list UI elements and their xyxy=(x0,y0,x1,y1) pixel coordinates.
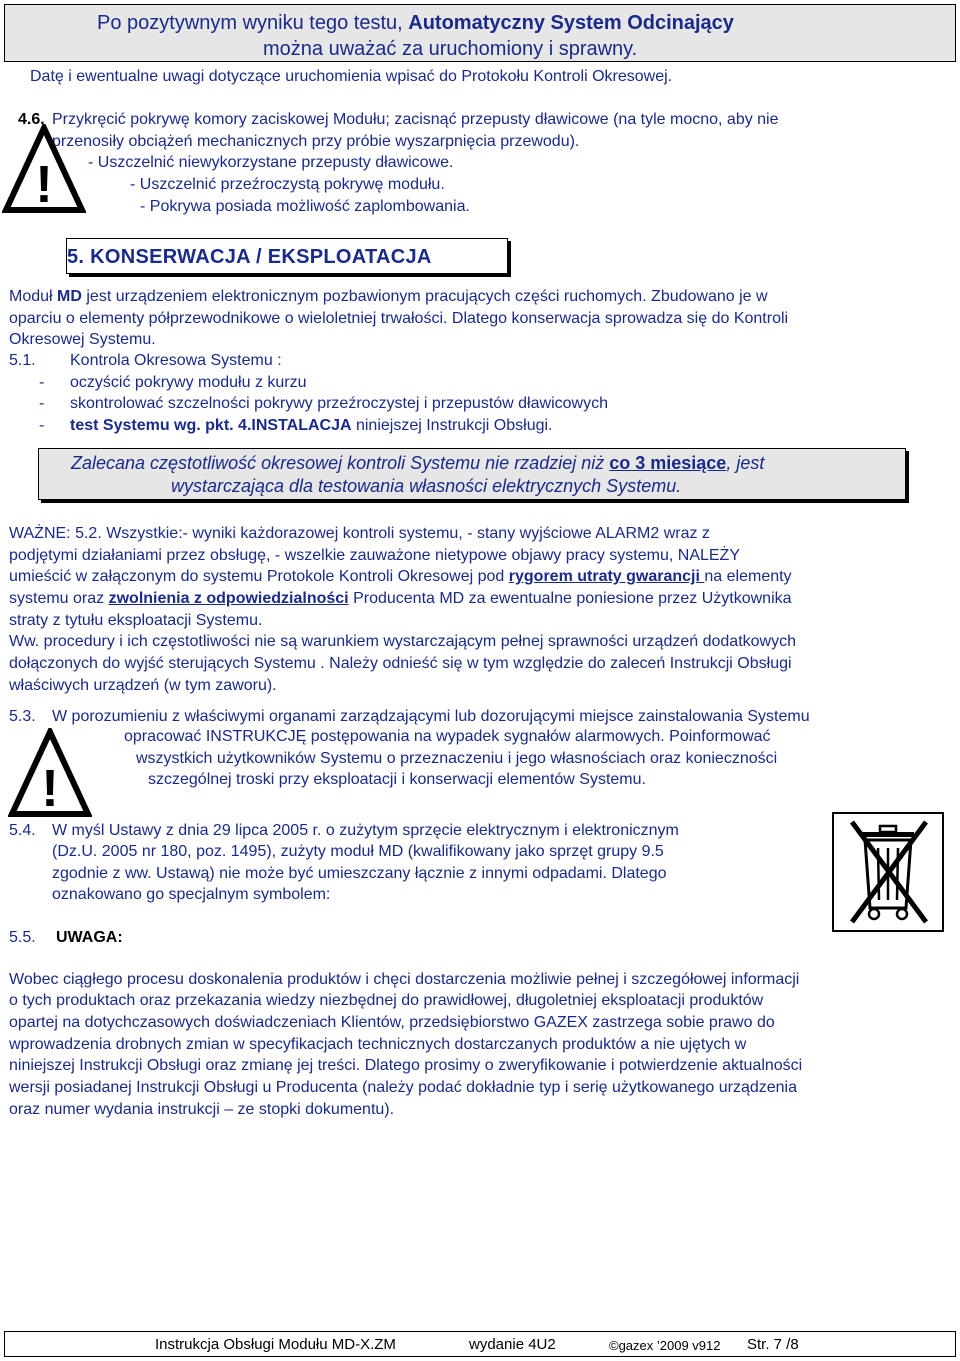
s52-line-6: Ww. procedury i ich częstotliwości nie są warunkiem wystarczającym pełnej sprawności urządzeń dodatkowych xyxy=(9,633,796,650)
sec46-line-1: Przykręcić pokrywę komory zaciskowej Modułu; zacisnąć przepusty dławicowe (na tyle mocno, aby nie xyxy=(52,111,779,128)
sec46-bullet-1: - Uszczelnić niewykorzystane przepusty dławicowe. xyxy=(88,154,454,171)
s52-line-5: straty z tytułu eksploatacji Systemu. xyxy=(9,612,263,629)
s52-line-4: systemu oraz zwolnienia z odpowiedzialności Producenta MD za ewentualne poniesione przez Użytkownika xyxy=(9,590,792,607)
sec46-bullet-2: - Uszczelnić przeźroczystą pokrywę modułu. xyxy=(130,176,445,193)
warning-triangle-icon-2 xyxy=(8,728,92,818)
sec5-para-line-3: Okresowej Systemu. xyxy=(9,331,156,348)
sec5-para-line-1: Moduł MD jest urządzeniem elektronicznym pozbawionym pracujących części ruchomych. Zbudowano je w xyxy=(9,288,768,305)
sec5-title: 5. KONSERWACJA / EKSPLOATACJA xyxy=(67,246,432,268)
s53-number: 5.3. xyxy=(9,708,36,725)
header-line-1 xyxy=(97,11,734,35)
footer-copyright: ©gazex ’2009 v912 xyxy=(609,1338,721,1353)
s54-number: 5.4. xyxy=(9,822,36,839)
header-box xyxy=(4,4,956,62)
s51-item-1: oczyścić pokrywy modułu z kurzu xyxy=(70,374,307,391)
s55-title: UWAGA: xyxy=(56,929,123,946)
weee-crossed-bin-icon xyxy=(832,812,944,932)
final-line-3: opartej na dotychczasowych doświadczeniach Klientów, przedsiębiorstwo GAZEX zastrzega sobie prawo do xyxy=(9,1014,775,1031)
s51-title: Kontrola Okresowa Systemu : xyxy=(70,352,282,369)
warning-mark-2: ! xyxy=(41,760,59,818)
footer-edition: wydanie 4U2 xyxy=(469,1336,556,1353)
s52-line-7: dołączonych do wyjść sterujących Systemu . Należy odnieść się w tym względzie do zaleceń Instrukcji Obsługi xyxy=(9,655,792,672)
s51-dash-2: - xyxy=(39,395,45,412)
s51-item-2: skontrolować szczelności pokrywy przeźroczystej i przepustów dławicowych xyxy=(70,395,608,412)
footer-box xyxy=(4,1331,956,1357)
s51-dash-3: - xyxy=(39,417,45,434)
s53-line-2: opracować INSTRUKCJĘ postępowania na wypadek sygnałów alarmowych. Poinformować xyxy=(124,728,771,745)
sec46-number: 4.6. xyxy=(18,111,45,128)
s52-line-8: właściwych urządzeń (w tym zaworu). xyxy=(9,677,277,694)
s54-line-4: oznakowano go specjalnym symbolem: xyxy=(52,886,331,903)
warning-mark: ! xyxy=(35,156,53,214)
s52-line-3: umieścić w załączonym do systemu Protokole Kontroli Okresowej pod rygorem utraty gwarancji na elementy xyxy=(9,568,792,585)
footer-page: Str. 7 /8 xyxy=(747,1336,799,1353)
warning-triangle-icon xyxy=(2,124,86,214)
final-line-6: wersji posiadanej Instrukcji Obsługi u Producenta (należy podać dokładnie typ i serię użytkowanego urządzenia xyxy=(9,1079,797,1096)
header-line-1-text: Po pozytywnym wyniku tego testu, xyxy=(97,12,409,34)
sec46-bullet-3: - Pokrywa posiada możliwość zaplombowania. xyxy=(140,198,470,215)
sec46-line-2: przenosiły obciążeń mechanicznych przy próbie wyszarpnięcia przewodu). xyxy=(52,133,580,150)
s51-dash-1: - xyxy=(39,374,45,391)
final-line-7: oraz numer wydania instrukcji – ze stopki dokumentu). xyxy=(9,1101,395,1118)
s52-line-2: podjętymi działaniami przez obsługę, - wszelkie zauważone nietypowe objawy pracy systemu, NALEŻY xyxy=(9,547,740,564)
s51-number: 5.1. xyxy=(9,352,36,369)
final-line-4: wprowadzenia drobnych zmian w specyfikacjach technicznych dostarczanych produktów a nie ujętych w xyxy=(9,1036,747,1053)
sec5-para-line-2: oparciu o elementy półprzewodnikowe o wieloletniej trwałości. Dlatego konserwacja sprowadza się do Kontroli xyxy=(9,310,789,327)
s53-line-4: szczególnej troski przy eksploatacji i konserwacji elementów Systemu. xyxy=(148,771,646,788)
footer-title: Instrukcja Obsługi Modułu MD-X.ZM xyxy=(155,1336,396,1353)
recommendation-line-2: wystarczająca dla testowania własności elektrycznych Systemu. xyxy=(171,476,682,496)
final-line-1: Wobec ciągłego procesu doskonalenia produktów i chęci dostarczenia możliwie pełnej i szczegółowej informacji xyxy=(9,971,800,988)
final-line-5: niniejszej Instrukcji Obsługi oraz zmianę jej treści. Dlatego prosimy o zweryfikowanie i potwierdzenie aktualności xyxy=(9,1057,803,1074)
header-line-1-bold: Automatyczny System Odcinający xyxy=(408,12,734,34)
final-line-2: o tych produktach oraz przekazania wiedzy niezbędnej do prawidłowej, długoletniej eksploatacji produktów xyxy=(9,992,764,1009)
s54-line-3: zgodnie z ww. Ustawą) nie może być umieszczany łącznie z innymi odpadami. Dlatego xyxy=(52,865,667,882)
s54-line-1: W myśl Ustawy z dnia 29 lipca 2005 r. o zużytym sprzęcie elektrycznym i elektronicznym xyxy=(52,822,679,839)
s51-item-3: test Systemu wg. pkt. 4.INSTALACJA niniejszej Instrukcji Obsługi. xyxy=(70,417,553,434)
s55-number: 5.5. xyxy=(9,929,36,946)
note-text: Datę i ewentualne uwagi dotyczące uruchomienia wpisać do Protokołu Kontroli Okresowej. xyxy=(30,68,673,85)
s54-line-2: (Dz.U. 2005 nr 180, poz. 1495), zużyty moduł MD (kwalifikowany jako sprzęt grupy 9.5 xyxy=(52,843,664,860)
recommendation-line-1: Zalecana częstotliwość okresowej kontroli Systemu nie rzadziej niż co 3 miesiące, jest xyxy=(71,453,765,473)
s53-line-1: W porozumieniu z właściwymi organami zarządzającymi lub dozorującymi miejsce zainstalowania Systemu xyxy=(52,708,810,725)
recommendation-box xyxy=(38,448,906,500)
sec5-title-box xyxy=(66,238,508,274)
header-line-2: można uważać za uruchomiony i sprawny. xyxy=(263,38,638,60)
s52-line-1: WAŻNE: 5.2. Wszystkie:- wyniki każdorazowej kontroli systemu, - stany wyjściowe ALARM2 wraz z xyxy=(9,525,710,542)
s53-line-3: wszystkich użytkowników Systemu o przeznaczeniu i jego własnościach oraz konieczności xyxy=(136,750,778,767)
